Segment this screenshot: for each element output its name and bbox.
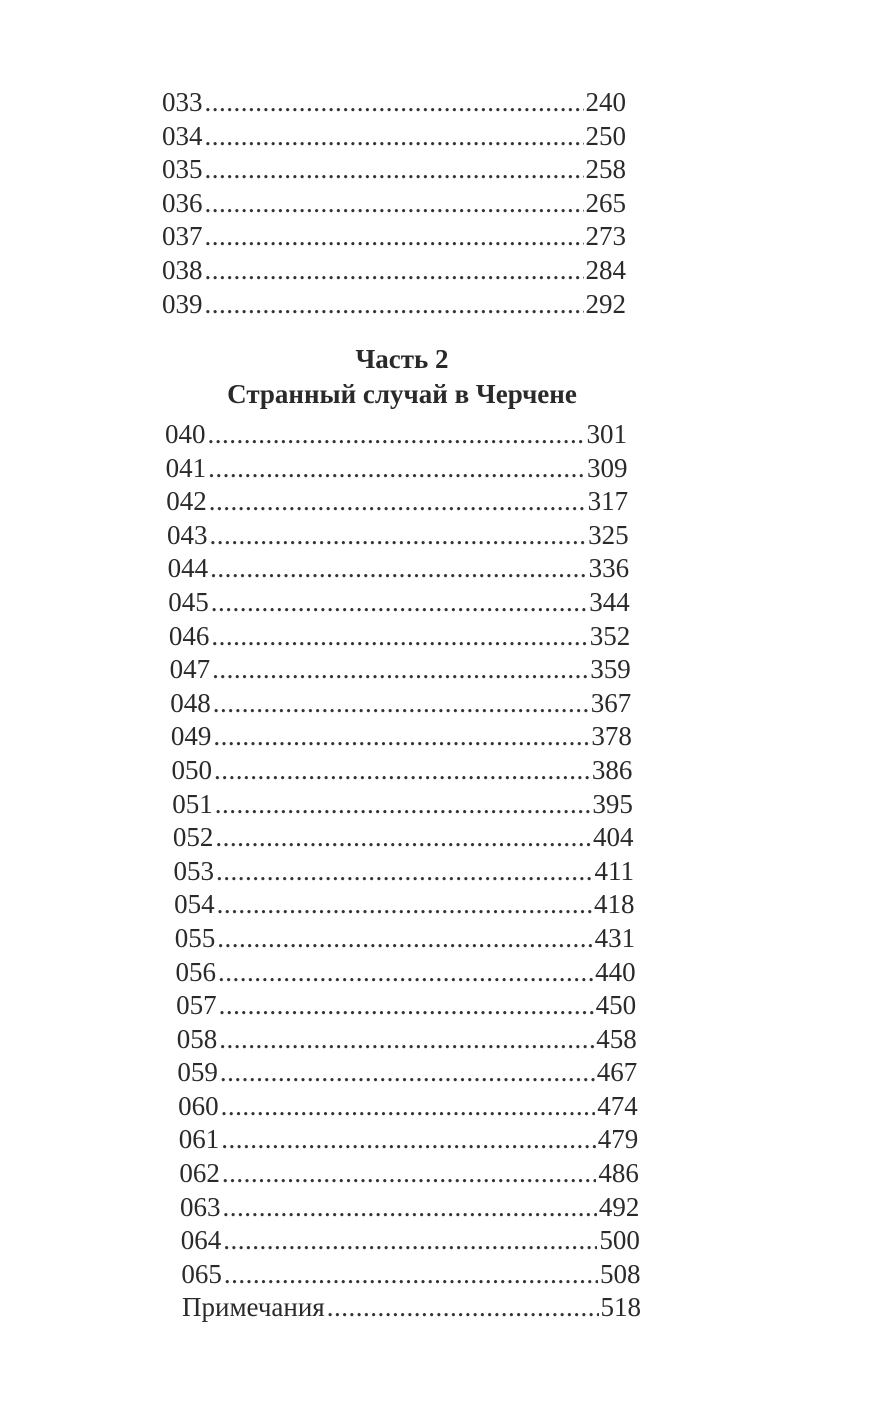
toc-entry xyxy=(170,653,631,687)
dot-leader xyxy=(205,288,584,322)
dot-leader xyxy=(205,86,584,120)
toc-entry-page-number: 431 xyxy=(594,922,636,953)
toc-entry xyxy=(178,1090,638,1124)
dot-leader xyxy=(209,519,586,553)
dot-leader xyxy=(220,1056,595,1090)
dot-leader xyxy=(327,1291,599,1325)
toc-entry-page-number: 352 xyxy=(589,620,631,651)
toc-entry xyxy=(162,153,626,187)
toc-entry-label: 033 xyxy=(162,87,203,117)
toc-entry xyxy=(170,687,631,721)
toc-entry-page-number: 450 xyxy=(595,990,637,1021)
toc-entry-page-number: 386 xyxy=(591,754,633,785)
toc-entry-page-number: 458 xyxy=(596,1023,637,1054)
toc-entry-label: 063 xyxy=(180,1191,221,1222)
toc-entry-page-number: 440 xyxy=(595,956,636,987)
toc-entry xyxy=(162,220,626,254)
toc-entry-label: 044 xyxy=(167,553,209,584)
toc-entry-label: 035 xyxy=(162,154,203,185)
dot-leader xyxy=(205,120,584,154)
toc-entry-label: 039 xyxy=(162,288,203,319)
toc-entry-label: 045 xyxy=(168,586,209,617)
toc-entry xyxy=(166,485,628,519)
toc-entry xyxy=(176,989,636,1023)
part-title-heading: Странный случай в Черчене xyxy=(227,379,577,409)
toc-entry xyxy=(179,1157,638,1191)
toc-entry-label: 062 xyxy=(179,1158,220,1189)
toc-entry-page-number: 344 xyxy=(589,586,630,617)
toc-entry xyxy=(182,1291,641,1325)
dot-leader xyxy=(223,1224,597,1258)
toc-entry xyxy=(174,855,635,889)
toc-entry-label: 036 xyxy=(162,187,203,218)
toc-entry xyxy=(174,888,634,922)
dot-leader xyxy=(209,485,586,519)
toc-entry-page-number: 317 xyxy=(587,486,629,517)
dot-leader xyxy=(213,687,589,721)
toc-entry-label: 050 xyxy=(171,754,213,785)
dot-leader xyxy=(223,1191,597,1225)
dot-leader xyxy=(211,586,587,620)
toc-entry-page-number: 500 xyxy=(599,1225,640,1256)
toc-entry xyxy=(181,1224,640,1258)
toc-entry xyxy=(162,187,626,221)
dot-leader xyxy=(221,1090,596,1124)
toc-entry-page-number: 508 xyxy=(599,1258,641,1289)
toc-entry xyxy=(168,552,630,586)
toc-entry xyxy=(177,1023,637,1057)
dot-leader xyxy=(214,754,590,788)
toc-entry-page-number: 378 xyxy=(591,721,632,752)
toc-entry xyxy=(172,788,633,822)
toc-entry-label: Примечания xyxy=(182,1292,325,1323)
toc-entry-page-number: 359 xyxy=(590,654,631,685)
toc-entry xyxy=(173,821,634,855)
toc-entry-page-number: 474 xyxy=(597,1090,638,1121)
toc-entry-page-number: 309 xyxy=(587,452,628,483)
dot-leader xyxy=(205,153,584,187)
toc-entry-label: 049 xyxy=(170,721,212,752)
toc-entry-page-number: 367 xyxy=(590,687,632,718)
toc-entry-label: 051 xyxy=(172,788,213,819)
dot-leader xyxy=(219,989,594,1023)
toc-entry-label: 060 xyxy=(178,1090,219,1121)
toc-entry-label: 034 xyxy=(162,120,203,151)
dot-leader xyxy=(217,922,592,956)
dot-leader xyxy=(211,620,587,654)
toc-entry-label: 038 xyxy=(162,254,203,285)
dot-leader xyxy=(205,220,584,254)
toc-list-part-1 xyxy=(0,86,626,321)
toc-entry-page-number: 492 xyxy=(598,1191,640,1222)
toc-entry xyxy=(175,956,635,990)
toc-list-part-2 xyxy=(0,418,641,1325)
toc-entry-page-number: 284 xyxy=(585,254,626,285)
toc-entry-label: 056 xyxy=(175,956,216,987)
toc-entry-label: 054 xyxy=(174,889,215,920)
toc-entry-label: 048 xyxy=(170,687,211,718)
toc-entry-page-number: 395 xyxy=(592,788,633,819)
toc-entry xyxy=(168,586,629,620)
dot-leader xyxy=(205,187,584,221)
toc-entry-label: 053 xyxy=(173,855,214,886)
dot-leader xyxy=(218,956,593,990)
toc-entry-label: 064 xyxy=(180,1225,222,1256)
dot-leader xyxy=(216,855,593,889)
part-number-heading: Часть 2 xyxy=(355,344,449,374)
toc-entry-label: 037 xyxy=(162,221,203,252)
dot-leader xyxy=(224,1258,598,1292)
toc-entry-page-number: 250 xyxy=(585,120,626,151)
toc-entry-page-number: 418 xyxy=(594,889,635,920)
toc-entry-page-number: 486 xyxy=(598,1158,639,1189)
dot-leader xyxy=(212,653,588,687)
dot-leader xyxy=(205,254,584,288)
toc-entry-page-number: 292 xyxy=(585,288,626,319)
toc-entry-label: 043 xyxy=(166,519,208,550)
toc-entry xyxy=(181,1258,640,1292)
dot-leader xyxy=(208,452,585,486)
toc-entry-page-number: 258 xyxy=(585,154,626,185)
toc-entry-label: 065 xyxy=(181,1258,222,1289)
toc-entry xyxy=(162,288,626,322)
dot-leader xyxy=(221,1123,596,1157)
toc-entry-label: 041 xyxy=(165,452,207,483)
toc-entry-page-number: 336 xyxy=(588,553,630,584)
toc-entry-label: 047 xyxy=(169,654,211,685)
toc-entry-page-number: 404 xyxy=(592,822,634,853)
toc-entry-page-number: 479 xyxy=(597,1124,639,1155)
toc-entry-page-number: 325 xyxy=(588,519,629,550)
toc-entry xyxy=(162,254,626,288)
dot-leader xyxy=(210,552,587,586)
toc-entry-page-number: 518 xyxy=(600,1292,641,1323)
toc-entry xyxy=(180,1191,639,1225)
toc-entry-page-number: 301 xyxy=(586,419,627,449)
toc-entry xyxy=(175,922,635,956)
dot-leader xyxy=(215,788,591,822)
toc-entry-page-number: 467 xyxy=(596,1057,638,1088)
toc-entry xyxy=(172,754,633,788)
toc-entry-label: 057 xyxy=(176,990,217,1021)
toc-entry xyxy=(162,120,626,154)
toc-entry-page-number: 273 xyxy=(585,221,626,252)
toc-entry xyxy=(177,1056,637,1090)
toc-entry-label: 059 xyxy=(177,1057,218,1088)
toc-entry xyxy=(166,452,628,486)
toc-entry-label: 052 xyxy=(172,822,214,853)
toc-entry xyxy=(179,1123,639,1157)
toc-entry xyxy=(162,86,626,120)
toc-entry xyxy=(169,620,630,654)
dot-leader xyxy=(222,1157,596,1191)
dot-leader xyxy=(217,888,592,922)
toc-entry xyxy=(165,418,627,452)
toc-entry-page-number: 411 xyxy=(594,855,634,886)
toc-entry-label: 042 xyxy=(166,486,207,517)
toc-entry xyxy=(167,519,629,553)
toc-entry-label: 058 xyxy=(176,1023,218,1054)
dot-leader xyxy=(208,418,585,452)
dot-leader xyxy=(215,821,591,855)
toc-entry xyxy=(171,720,632,754)
toc-entry-label: 061 xyxy=(178,1124,220,1155)
dot-leader xyxy=(219,1023,594,1057)
toc-entry-label: 040 xyxy=(165,419,206,449)
toc-entry-page-number: 265 xyxy=(585,187,626,218)
toc-entry-page-number: 240 xyxy=(585,87,626,117)
toc-entry-label: 046 xyxy=(168,620,210,651)
toc-entry-label: 055 xyxy=(174,922,216,953)
dot-leader xyxy=(213,720,589,754)
